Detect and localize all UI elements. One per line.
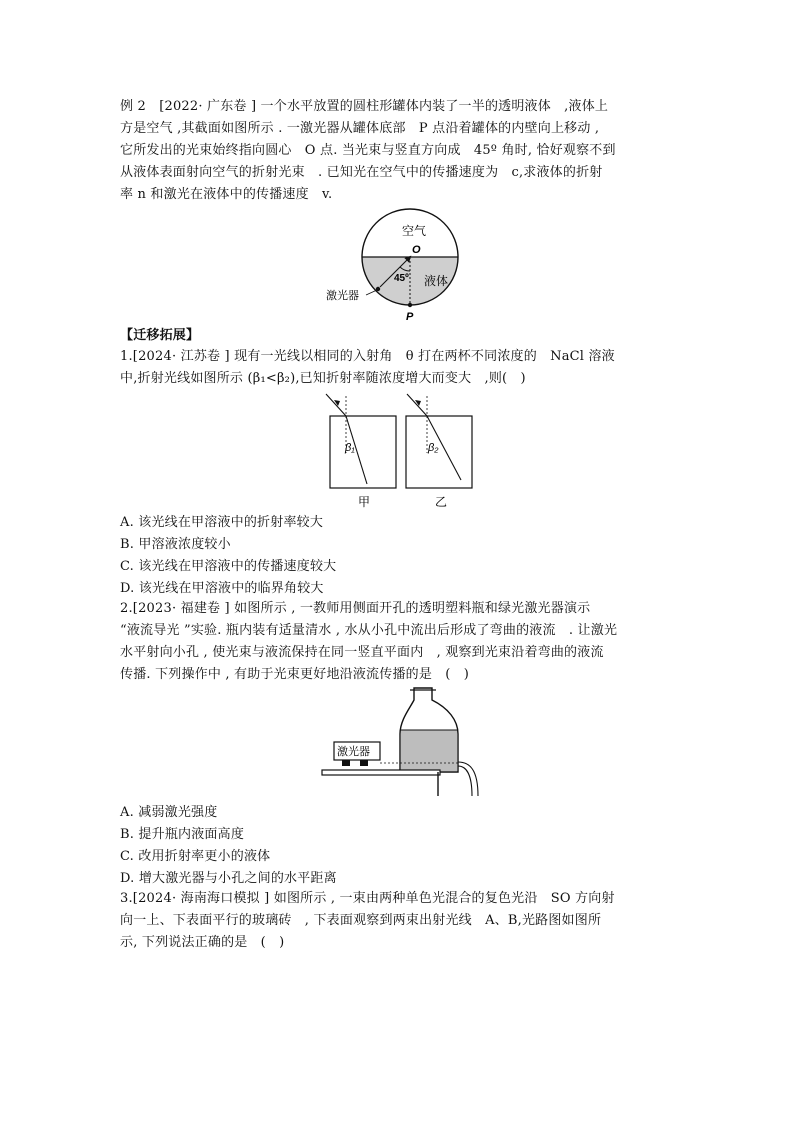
q1-line-2: 中,折射光线如图所示 (β₁<β₂),已知折射率随浓度增大而变大 ,则( ): [120, 371, 526, 386]
q1-line-1: 1.[2024· 江苏卷 ] 现有一光线以相同的入射角 θ 打在两杯不同浓度的 NaCl 溶液: [120, 349, 615, 364]
beta2-label: β₂: [428, 442, 439, 454]
liquid-label: 液体: [424, 274, 449, 288]
bottle-figure: [318, 684, 488, 799]
q2-option-a: A. 减弱激光强度: [120, 805, 218, 820]
q2-option-b: B. 提升瓶内液面高度: [120, 827, 245, 842]
stream-outer: [458, 762, 478, 796]
label-yi: 乙: [435, 495, 448, 509]
ex2-line-5: 率 n 和激光在液体中的传播速度 v.: [120, 187, 333, 202]
angle-label: 45º: [394, 273, 409, 284]
q2-line-1: 2.[2023· 福建卷 ] 如图所示 , 一教师用侧面开孔的透明塑料瓶和绿光激光器演示: [120, 601, 591, 616]
q3-line-2: 向一上、下表面平行的玻璃砖 , 下表面观察到两束出射光线 A、B,光路图如图所: [120, 913, 602, 928]
tank-figure: [310, 205, 480, 325]
bottle-water: [401, 730, 457, 771]
air-label: 空气: [402, 224, 427, 238]
q1-option-c: C. 该光线在甲溶液中的传播速度较大: [120, 559, 337, 574]
ex2-line-1: 例 2 [2022· 广东卷 ] 一个水平放置的圆柱形罐体内装了一半的透明液体 ,液体上: [120, 99, 609, 114]
nacl-figure: [318, 388, 488, 513]
q2-line-4: 传播. 下列操作中 , 有助于光束更好地沿液流传播的是 ( ): [120, 667, 470, 682]
q1-option-d: D. 该光线在甲溶液中的临界角较大: [120, 581, 324, 596]
laser-foot-1: [342, 760, 350, 766]
q3-line-3: 示, 下列说法正确的是 ( ): [120, 935, 285, 950]
ex2-line-3: 它所发出的光束始终指向圆心 O 点. 当光束与竖直方向成 45º 角时, 恰好观察不到: [120, 143, 616, 158]
q2-option-c: C. 改用折射率更小的液体: [120, 849, 271, 864]
q2-line-3: 水平射向小孔 , 使光束与液流保持在同一竖直平面内 , 观察到光束沿着弯曲的液流: [120, 645, 604, 660]
laser-pointer-line: [366, 290, 377, 295]
q1-option-a: A. 该光线在甲溶液中的折射率较大: [120, 515, 324, 530]
label-jia: 甲: [358, 495, 371, 509]
incident-left: [326, 394, 346, 416]
beta1-label: β₁: [345, 442, 355, 454]
o-label: O: [412, 244, 421, 256]
section-title: 【迁移拓展】: [120, 328, 200, 343]
laser-foot-2: [360, 760, 368, 766]
p-label: P: [406, 311, 414, 323]
laser-box-label: 激光器: [337, 746, 370, 758]
ex2-line-4: 从液体表面射向空气的折射光束 . 已知光在空气中的传播速度为 c,求液体的折射: [120, 165, 603, 180]
table-top: [322, 770, 440, 775]
beaker-left: [330, 416, 396, 488]
q2-option-d: D. 增大激光器与小孔之间的水平距离: [120, 871, 337, 886]
incident-right: [407, 394, 427, 416]
q1-option-b: B. 甲溶液浓度较小: [120, 537, 231, 552]
laser-label: 激光器: [326, 290, 359, 302]
p-point: [408, 303, 412, 307]
q2-line-2: “液流导光 ”实验. 瓶内装有适量清水 , 水从小孔中流出后形成了弯曲的液流 . 让激光: [120, 623, 618, 638]
beaker-right: [406, 416, 472, 488]
ex2-line-2: 方是空气 ,其截面如图所示 . 一激光器从罐体底部 P 点沿着罐体的内壁向上移动 ,: [120, 121, 600, 136]
q3-line-1: 3.[2024· 海南海口模拟 ] 如图所示 , 一束由两种单色光混合的复色光沿 SO 方向射: [120, 891, 615, 906]
stream-inner: [458, 766, 472, 796]
